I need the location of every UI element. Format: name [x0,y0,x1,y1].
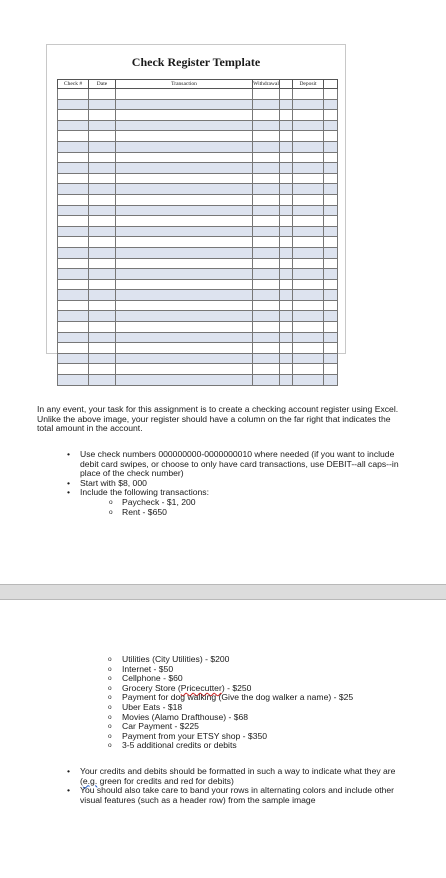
register-row [58,205,338,216]
register-body [58,89,338,386]
register-cell [253,311,280,322]
register-cell [116,332,253,343]
list-item: • You should also take care to band your rows in alternating colors and include other visual features (such as a header row) from the sample image [80,786,410,805]
register-row [58,173,338,184]
register-cell [89,375,116,386]
register-cell [58,269,89,280]
list-item-label: Include the following transactions: [80,487,209,498]
register-cell [293,364,324,375]
list-item [80,767,410,786]
register-row [58,163,338,174]
flagged-word: e.g. [82,775,98,786]
register-cell [280,269,293,280]
register-cell [324,216,338,227]
page-break [0,584,446,600]
header-transaction: Transaction [116,80,253,89]
list-item: o Movies (Alamo Drafthouse) - $68 [122,713,422,723]
register-cell [116,311,253,322]
register-cell [116,226,253,237]
register-cell [293,99,324,110]
register-cell [116,194,253,205]
template-title: Check Register Template [131,55,261,69]
register-row [58,300,338,311]
register-cell [89,364,116,375]
list-item: o Internet - $50 [122,665,422,675]
register-cell [253,194,280,205]
register-cell [89,311,116,322]
register-cell [253,322,280,333]
list-item: • Start with $8, 000 [80,479,410,489]
register-row [58,364,338,375]
register-cell [280,205,293,216]
register-cell [324,110,338,121]
register-cell [280,364,293,375]
register-cell [89,258,116,269]
register-cell [324,269,338,280]
register-cell [116,353,253,364]
register-cell [293,247,324,258]
register-row [58,194,338,205]
register-cell [324,332,338,343]
register-cell [293,353,324,364]
header-check: Check # [58,80,89,89]
misspelled-word: Pricecutter [180,682,222,693]
register-cell [253,343,280,354]
register-cell [116,163,253,174]
grocery-text-start: Grocery Store ( [122,682,181,693]
register-cell [58,322,89,333]
register-cell [89,205,116,216]
register-row [58,216,338,227]
register-cell [253,364,280,375]
register-row [58,258,338,269]
register-cell [89,216,116,227]
register-cell [116,131,253,142]
register-cell [293,110,324,121]
register-cell [324,279,338,290]
register-cell [324,152,338,163]
register-cell [253,226,280,237]
list-item: o Rent - $650 [122,508,410,518]
register-cell [253,120,280,131]
register-cell [89,99,116,110]
register-cell [253,279,280,290]
register-cell [280,343,293,354]
register-cell [324,375,338,386]
register-cell [324,184,338,195]
register-cell [324,89,338,100]
register-row [58,120,338,131]
register-cell [293,290,324,301]
register-cell [89,184,116,195]
register-cell [324,226,338,237]
register-cell [116,279,253,290]
register-cell [293,152,324,163]
register-cell [324,290,338,301]
transactions-list-continued [122,655,422,751]
register-cell [116,89,253,100]
header-date: Date [89,80,116,89]
register-cell [293,184,324,195]
register-cell [116,247,253,258]
register-row [58,375,338,386]
intro-paragraph: In any event, your task for this assignment is to create a checking account register using Excel. Unlike the above image, your register should have a column on the far right that indicates the total amount in the account. [37,404,399,434]
list-item: o 3-5 additional credits or debits [122,741,422,751]
register-row [58,131,338,142]
register-cell [280,258,293,269]
register-cell [89,300,116,311]
register-cell [58,290,89,301]
register-cell [89,269,116,280]
register-cell [58,163,89,174]
list-item: o Car Payment - $225 [122,722,422,732]
format-text-end: green for credits and red for debits) [97,775,234,786]
register-cell [58,131,89,142]
register-cell [89,131,116,142]
register-cell [89,226,116,237]
register-cell [58,279,89,290]
transactions-list [122,498,410,517]
list-item: o Cellphone - $60 [122,674,422,684]
register-cell [253,173,280,184]
register-cell [324,300,338,311]
register-cell [253,300,280,311]
register-cell [58,99,89,110]
register-cell [280,89,293,100]
register-cell [293,120,324,131]
list-item: o Paycheck - $1, 200 [122,498,410,508]
register-cell [89,152,116,163]
register-cell [89,353,116,364]
register-cell [253,110,280,121]
register-cell [253,184,280,195]
register-cell [324,163,338,174]
list-item: o Payment for dog walking (Give the dog walker a name) - $25 [122,693,422,703]
register-cell [293,173,324,184]
grocery-text-end: ) - $250 [221,682,252,693]
register-cell [324,173,338,184]
register-cell [280,322,293,333]
register-cell [58,332,89,343]
register-cell [58,194,89,205]
register-cell [58,258,89,269]
register-cell [280,131,293,142]
register-cell [116,141,253,152]
register-cell [58,110,89,121]
register-cell [89,332,116,343]
register-row [58,99,338,110]
register-cell [89,237,116,248]
register-cell [58,364,89,375]
register-cell [293,311,324,322]
register-header-row [58,80,338,89]
register-row [58,141,338,152]
register-cell [89,173,116,184]
formatting-list [80,767,410,805]
register-row [58,343,338,354]
register-cell [293,269,324,280]
register-cell [58,120,89,131]
register-cell [253,205,280,216]
list-item: • Use check numbers 000000000-0000000010 where needed (if you want to include debit card swipes, or choose to only have card transactions, use DEBIT--all caps--in place of the check number) [80,450,410,479]
register-cell [58,375,89,386]
register-cell [253,163,280,174]
register-cell [280,300,293,311]
register-row [58,322,338,333]
register-cell [324,237,338,248]
register-row [58,279,338,290]
list-item [80,488,410,517]
register-cell [324,343,338,354]
register-cell [280,194,293,205]
register-cell [253,247,280,258]
register-cell [116,110,253,121]
header-withdrawal: Withdrawal [253,81,279,87]
register-cell [293,141,324,152]
register-cell [324,322,338,333]
register-cell [253,375,280,386]
register-cell [293,332,324,343]
register-cell [293,343,324,354]
register-cell [280,226,293,237]
register-cell [58,152,89,163]
register-cell [324,99,338,110]
register-cell [89,279,116,290]
register-cell [89,343,116,354]
register-cell [253,89,280,100]
register-cell [89,194,116,205]
register-cell [253,216,280,227]
register-cell [293,300,324,311]
register-cell [280,353,293,364]
register-cell [280,152,293,163]
register-cell [293,237,324,248]
register-cell [280,163,293,174]
register-row [58,311,338,322]
register-cell [253,99,280,110]
register-cell [116,184,253,195]
register-cell [324,353,338,364]
register-cell [293,163,324,174]
register-cell [58,237,89,248]
register-cell [253,290,280,301]
register-cell [293,258,324,269]
register-cell [89,89,116,100]
register-cell [280,184,293,195]
register-cell [58,247,89,258]
register-cell [89,120,116,131]
register-cell [253,332,280,343]
register-row [58,247,338,258]
register-cell [253,353,280,364]
register-cell [89,290,116,301]
check-register-template-image [46,44,346,354]
register-cell [280,332,293,343]
register-cell [280,141,293,152]
register-cell [89,247,116,258]
register-cell [116,375,253,386]
register-cell [280,375,293,386]
register-cell [280,237,293,248]
header-deposit-flag [324,80,338,89]
register-cell [58,226,89,237]
register-row [58,184,338,195]
register-cell [293,226,324,237]
register-row [58,332,338,343]
register-cell [58,300,89,311]
register-row [58,152,338,163]
register-cell [58,205,89,216]
check-register-table [57,79,338,386]
register-cell [116,343,253,354]
list-item: o Uber Eats - $18 [122,703,422,713]
register-cell [116,173,253,184]
register-row [58,290,338,301]
register-cell [324,364,338,375]
list-item: o Payment from your ETSY shop - $350 [122,732,422,742]
register-cell [58,89,89,100]
register-cell [116,322,253,333]
format-text-start: Your credits and debits should be formatted in such a way to indicate what they are ( [80,766,396,786]
register-cell [253,237,280,248]
register-cell [58,353,89,364]
register-cell [280,311,293,322]
register-cell [253,152,280,163]
register-row [58,237,338,248]
register-row [58,89,338,100]
register-cell [293,194,324,205]
register-cell [58,141,89,152]
register-cell [116,269,253,280]
list-item: o Utilities (City Utilities) - $200 [122,655,422,665]
register-cell [253,131,280,142]
register-cell [116,205,253,216]
register-cell [280,216,293,227]
register-cell [116,258,253,269]
register-cell [116,237,253,248]
register-cell [58,343,89,354]
register-cell [253,269,280,280]
register-cell [280,247,293,258]
register-cell [293,375,324,386]
register-cell [58,216,89,227]
register-cell [293,89,324,100]
register-cell [324,258,338,269]
register-cell [116,120,253,131]
header-deposit: Deposit [293,80,324,89]
register-cell [293,216,324,227]
register-cell [116,99,253,110]
register-cell [58,173,89,184]
register-cell [324,194,338,205]
register-cell [293,205,324,216]
register-cell [89,163,116,174]
register-cell [293,322,324,333]
register-cell [280,120,293,131]
register-cell [324,141,338,152]
register-cell [324,205,338,216]
register-cell [324,120,338,131]
register-cell [253,141,280,152]
register-cell [253,258,280,269]
register-cell [116,364,253,375]
document-page-2 [0,600,446,878]
header-withdrawal-flag [280,80,293,89]
register-cell [280,290,293,301]
register-cell [280,99,293,110]
register-cell [89,322,116,333]
register-cell [280,279,293,290]
register-row [58,269,338,280]
register-row [58,110,338,121]
register-cell [280,110,293,121]
register-cell [116,300,253,311]
register-cell [324,311,338,322]
register-cell [89,110,116,121]
register-row [58,226,338,237]
register-cell [280,173,293,184]
register-cell [293,279,324,290]
register-cell [89,141,116,152]
register-cell [293,131,324,142]
requirements-list [80,450,410,517]
register-cell [116,290,253,301]
register-cell [116,216,253,227]
register-row [58,353,338,364]
register-cell [324,131,338,142]
register-cell [116,152,253,163]
register-cell [324,247,338,258]
register-cell [58,184,89,195]
register-cell [58,311,89,322]
